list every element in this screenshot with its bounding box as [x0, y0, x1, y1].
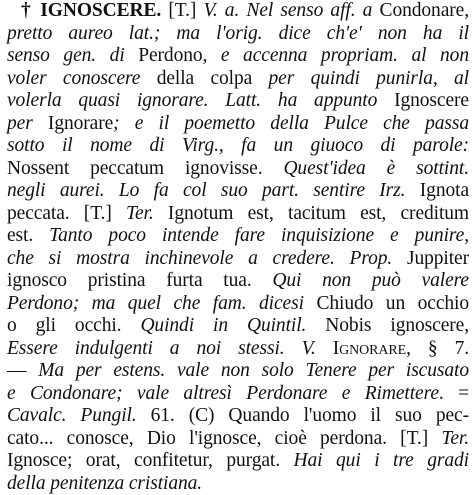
entry-text-segment: Cavalc. Pungil. [7, 405, 151, 426]
entry-text-segment: Juppiter [407, 248, 469, 269]
entry-text-segment: Rimettere [365, 383, 439, 404]
entry-text-segment: Perdonare [246, 383, 341, 404]
entry-text-segment: Hai qui i tre gradi [294, 450, 469, 471]
entry-text-segment: Nobis ignoscere, [325, 315, 469, 336]
entry-text-segment: Tanto poco intende fare inquisizione e punire, [49, 225, 469, 246]
entry-line [7, 68, 469, 91]
entry-text-segment: pretto aureo lat.; ma l'orig. dice ch'e' non ha il [7, 23, 469, 44]
entry-line [7, 338, 469, 361]
entry-text-segment: Ignorare [333, 338, 406, 359]
entry-text-segment: che si mostra inchinevole a credere. Prop. [7, 248, 407, 269]
entry-text-segment: o gli occhi. [7, 315, 140, 336]
entry-text-segment: — [7, 360, 38, 381]
entry-text-segment: Ter. [441, 428, 469, 449]
entry-text-segment: Ignoscere [394, 90, 469, 111]
entry-text-segment: peccata. [T.] [7, 203, 126, 224]
entry-line [7, 180, 469, 203]
entry-line [7, 203, 469, 226]
entry-text-segment: Perdono, [138, 45, 221, 66]
entry-text-segment: . = [439, 383, 469, 404]
entry-text-segment: Qui non può valere [272, 270, 469, 291]
entry-line [7, 90, 469, 113]
entry-text-segment: Ignota [420, 180, 469, 201]
entry-line [7, 428, 469, 451]
entry-line [7, 135, 469, 158]
entry-line [7, 383, 469, 406]
entry-text-segment: 61. (C) Quando l'uomo il suo pec- [151, 405, 469, 426]
entry-text-segment: volerla quasi ignorare. Latt. ha appunto [7, 90, 394, 111]
entry-text-segment: per quindi punirla, al [269, 68, 469, 89]
entry-text-segment: Ter. [126, 203, 168, 224]
entry-line [7, 23, 469, 46]
entry-text-segment: cato... conosce, Dio l'ignosce, cioè perdona. [T.] [7, 428, 441, 449]
entry-text-segment: per [7, 113, 48, 134]
entry-text-segment: senso gen. di [7, 45, 138, 66]
entry-line [7, 473, 469, 495]
entry-line [7, 225, 469, 248]
headword: IGNOSCERE. [40, 0, 161, 21]
entry-line [7, 293, 469, 316]
entry-text-segment: Ignosce; orat, confitetur, purgat. [7, 450, 294, 471]
entry-text-segment: Condonare, [380, 0, 469, 21]
entry-text-segment: est. [7, 225, 49, 246]
entry-text-segment: ; vale altresì [116, 383, 246, 404]
entry-text-segment: Ignorare [48, 113, 113, 134]
entry-text-segment: e [342, 383, 365, 404]
entry-text-segment: e accenna propriam. al non [221, 45, 469, 66]
entry-text-segment: Chiudo un occhio [316, 293, 469, 314]
entry-text-segment: ignosco pristina furta tua. [7, 270, 272, 291]
entry-line [7, 248, 469, 271]
entry-line [7, 405, 469, 428]
entry-line [7, 0, 469, 23]
entry-text-segment: della penitenza cristiana. [7, 473, 202, 494]
entry-text-segment: , § 7. [406, 338, 469, 359]
entry-text-segment: Nossent peccatum ignovisse. [7, 158, 283, 179]
entry-text-segment: V. a. Nel senso aff. a [204, 0, 380, 21]
entry-text-segment: Quindi in Quintil. [140, 315, 325, 336]
entry-text-segment: Perdono; ma quel che fam. dicesi [7, 293, 316, 314]
entry-text-segment: Ma per estens. vale non solo [38, 360, 305, 381]
dictionary-entry [7, 0, 469, 495]
entry-line [7, 315, 469, 338]
entry-text-segment: Quest'idea è sottint. [283, 158, 469, 179]
entry-text-segment: Tenere per iscusato [306, 360, 469, 381]
entry-line [7, 450, 469, 473]
entry-line [7, 270, 469, 293]
entry-text-segment: sotto il nome di Virg., fa un giuoco di parole: [7, 135, 469, 156]
entry-text-segment: Ignotum est, tacitum est, creditum [168, 203, 469, 224]
entry-text-segment: negli aurei. Lo fa col suo part. sentire Irz. [7, 180, 420, 201]
entry-line [7, 158, 469, 181]
entry-text-segment: della colpa [157, 68, 269, 89]
entry-line [7, 113, 469, 136]
entry-text-segment: e [7, 383, 30, 404]
entry-text-segment: † [21, 0, 40, 21]
entry-text-segment: voler conoscere [7, 68, 157, 89]
entry-line [7, 45, 469, 68]
entry-text-segment: Condonare [30, 383, 116, 404]
entry-text-segment: Essere indulgenti a noi stessi. V. [7, 338, 333, 359]
entry-text-segment: ; e il poemetto della Pulce che passa [113, 113, 469, 134]
entry-text-segment: [T.] [161, 0, 203, 21]
entry-line [7, 360, 469, 383]
